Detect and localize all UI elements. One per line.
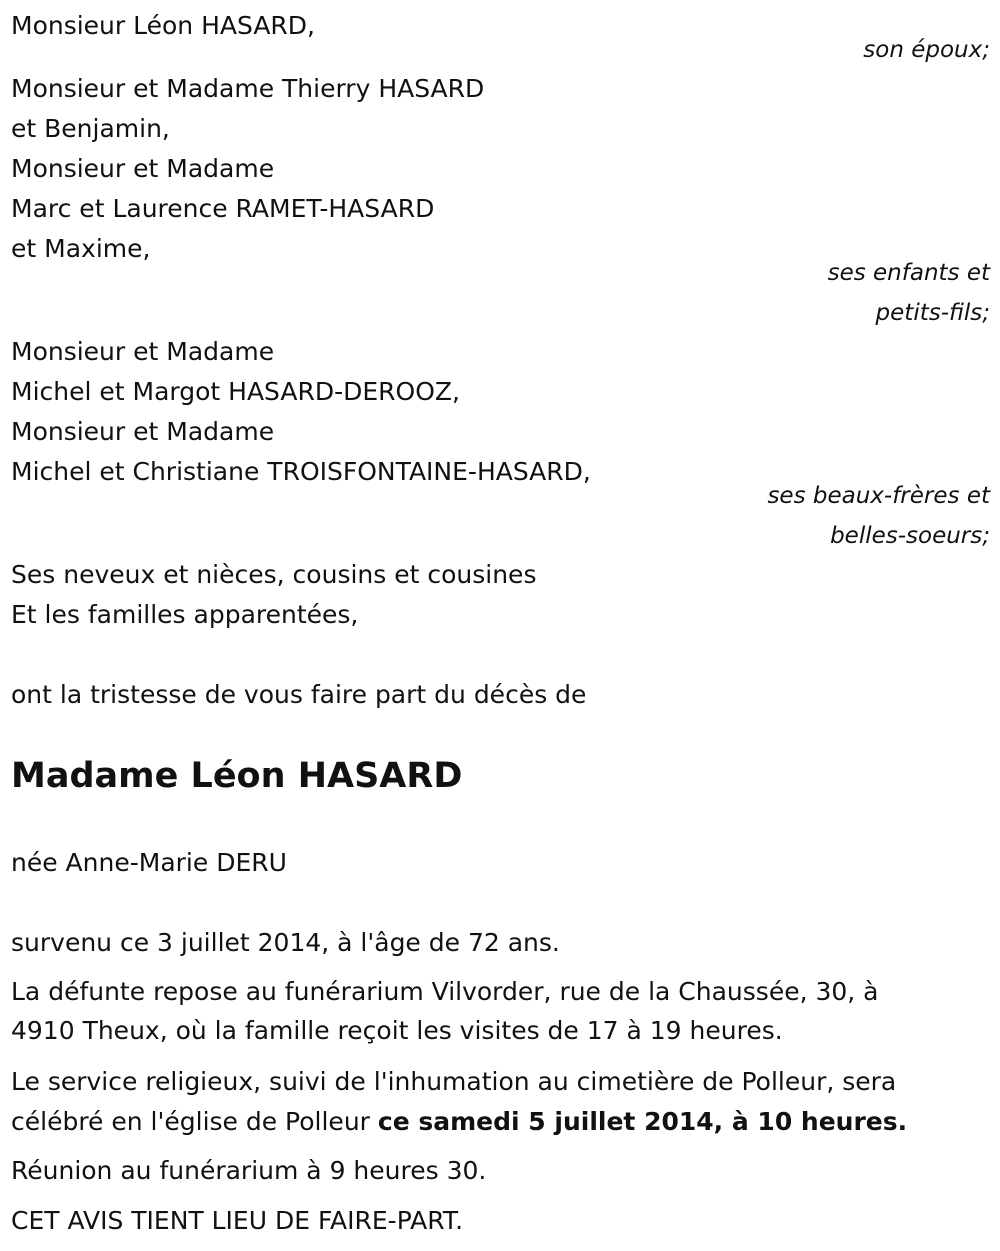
service-line: Le service religieux, suivi de l'inhumation au cimetière de Polleur, sera	[11, 1067, 897, 1096]
service-line	[11, 1102, 907, 1142]
death-date-line: survenu ce 3 juillet 2014, à l'âge de 72 ans.	[11, 928, 560, 957]
family-line: Marc et Laurence RAMET-HASARD	[11, 194, 435, 223]
reunion-line: Réunion au funérarium à 9 heures 30.	[11, 1156, 487, 1185]
family-line: Et les familles apparentées,	[11, 600, 359, 629]
family-line: Monsieur et Madame Thierry HASARD	[11, 74, 485, 103]
relation-label: petits-fils;	[875, 300, 990, 326]
maiden-name: née Anne-Marie DERU	[11, 848, 287, 877]
repose-line: La défunte repose au funérarium Vilvorder, rue de la Chaussée, 30, à	[11, 977, 879, 1006]
family-line: Monsieur Léon HASARD,	[11, 11, 315, 40]
family-line: Monsieur et Madame	[11, 417, 275, 446]
relation-label: belles-soeurs;	[830, 523, 990, 549]
notice-line: CET AVIS TIENT LIEU DE FAIRE-PART.	[11, 1206, 464, 1235]
family-line: Michel et Christiane TROISFONTAINE-HASARD,	[11, 457, 591, 486]
relation-label: son époux;	[863, 37, 990, 63]
relation-label: ses enfants et	[827, 260, 990, 286]
family-line: Monsieur et Madame	[11, 154, 275, 183]
family-line: Michel et Margot HASARD-DEROOZ,	[11, 377, 460, 406]
service-location: célébré en l'église de Polleur	[11, 1107, 378, 1136]
repose-line: 4910 Theux, où la famille reçoit les visites de 17 à 19 heures.	[11, 1016, 783, 1045]
service-datetime: ce samedi 5 juillet 2014, à 10 heures.	[377, 1107, 908, 1136]
deceased-name: Madame Léon HASARD	[11, 756, 463, 796]
family-line: Ses neveux et nièces, cousins et cousines	[11, 560, 537, 589]
announcement-text: ont la tristesse de vous faire part du décès de	[11, 680, 587, 709]
family-line: Monsieur et Madame	[11, 337, 275, 366]
relation-label: ses beaux-frères et	[767, 483, 990, 509]
family-line: et Benjamin,	[11, 114, 170, 143]
family-line: et Maxime,	[11, 234, 151, 263]
